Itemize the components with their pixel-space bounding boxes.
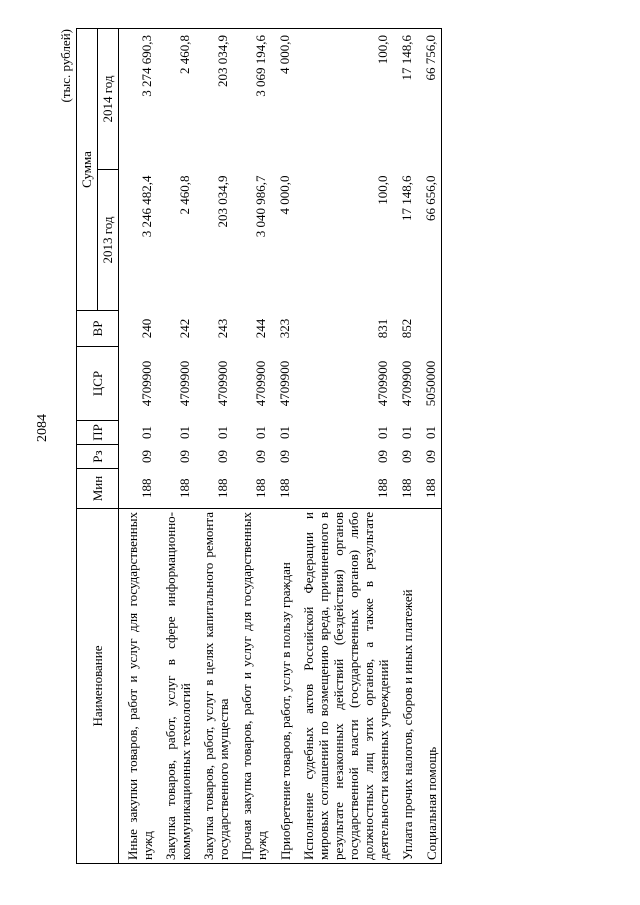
row-2013: 100,0 — [375, 175, 390, 205]
row-csr: 4709900 — [139, 360, 154, 407]
row-rz: 09 — [177, 450, 192, 463]
row-vr: 323 — [277, 318, 292, 339]
row-name: Приобретение товаров, работ, услуг в пользу граждан — [271, 509, 295, 864]
unit-note: (тыс. рублей) — [58, 29, 73, 103]
row-csr: 4709900 — [375, 360, 390, 407]
row-csr: 5050000 — [417, 347, 442, 421]
table-row — [119, 29, 158, 864]
row-min: 188 — [215, 478, 230, 498]
row-csr: 4709900 — [215, 360, 230, 407]
budget-table — [76, 28, 442, 864]
row-vr: 852 — [399, 318, 414, 339]
table-row — [271, 29, 295, 864]
row-2013: 4 000,0 — [277, 175, 292, 215]
header-name: Наименование — [77, 509, 119, 864]
row-min: 188 — [375, 478, 390, 498]
row-rz: 09 — [375, 450, 390, 463]
row-rz: 09 — [399, 450, 414, 463]
table-row — [233, 29, 271, 864]
table-row — [295, 29, 393, 864]
row-min: 188 — [139, 478, 154, 498]
row-2014: 66 756,0 — [417, 29, 442, 170]
row-pr: 01 — [399, 426, 414, 439]
row-vr — [417, 311, 442, 347]
row-2013: 66 656,0 — [417, 170, 442, 311]
row-csr: 4709900 — [399, 360, 414, 407]
row-rz: 09 — [277, 450, 292, 463]
row-min: 188 — [277, 478, 292, 498]
row-pr: 01 — [253, 426, 268, 439]
row-pr: 01 — [375, 426, 390, 439]
row-name: Уплата прочих налогов, сборов и иных платежей — [393, 509, 417, 864]
row-vr: 244 — [253, 318, 268, 339]
row-csr: 4709900 — [277, 360, 292, 407]
row-pr: 01 — [277, 426, 292, 439]
row-2014: 4 000,0 — [271, 29, 295, 170]
header-2014: 2014 год — [98, 29, 119, 170]
table-row — [157, 29, 195, 864]
row-2014: 2 460,8 — [157, 29, 195, 170]
row-rz: 09 — [215, 450, 230, 463]
page-number: 2084 — [35, 414, 50, 442]
header-rz: Рз — [77, 445, 119, 469]
header-pr: ПР — [77, 421, 119, 445]
row-name: Исполнение судебных актов Российской Федерации и мировых соглашений по возмещению вреда, причиненного в результате незаконных действий (бездействия) органов государственной власти (государственных органов) либо должностных лиц этих органов, а также в результате деятельности казенных учреждений — [295, 509, 393, 864]
row-2014: 203 034,9 — [195, 29, 233, 170]
row-rz: 09 — [253, 450, 268, 463]
row-min: 188 — [253, 478, 268, 498]
row-name: Закупка товаров, работ, услуг в целях капитального ремонта государственного имущества — [195, 509, 233, 864]
budget-table-sheet — [58, 29, 568, 864]
row-2013: 2 460,8 — [177, 175, 192, 215]
row-name: Закупка товаров, работ, услуг в сфере информационно-коммуникационных технологий — [157, 509, 195, 864]
row-min: 188 — [417, 469, 442, 509]
row-csr: 4709900 — [253, 360, 268, 407]
row-min: 188 — [177, 478, 192, 498]
row-vr: 243 — [215, 318, 230, 339]
header-2013: 2013 год — [98, 170, 119, 311]
row-vr: 240 — [139, 318, 154, 339]
row-vr: 242 — [177, 318, 192, 339]
row-2014: 100,0 — [295, 29, 393, 170]
header-sum: Сумма — [77, 29, 98, 311]
table-row — [195, 29, 233, 864]
row-2014: 17 148,6 — [393, 29, 417, 170]
row-csr: 4709900 — [177, 360, 192, 407]
header-min: Мин — [77, 469, 119, 509]
header-vr: ВР — [77, 311, 119, 347]
row-pr: 01 — [177, 426, 192, 439]
row-name: Прочая закупка товаров, работ и услуг для государственных нужд — [233, 509, 271, 864]
row-2013: 3 246 482,4 — [139, 175, 154, 238]
row-2013: 17 148,6 — [399, 175, 414, 221]
row-name: Иные закупки товаров, работ и услуг для государственных нужд — [119, 509, 158, 864]
row-rz: 09 — [417, 445, 442, 469]
header-csr: ЦСР — [77, 347, 119, 421]
row-2013: 3 040 986,7 — [253, 175, 268, 238]
row-vr: 831 — [375, 318, 390, 339]
row-pr: 01 — [215, 426, 230, 439]
row-pr: 01 — [417, 421, 442, 445]
row-min: 188 — [399, 478, 414, 498]
row-2014: 3 069 194,6 — [233, 29, 271, 170]
row-2014: 3 274 690,3 — [119, 29, 158, 170]
row-name: Социальная помощь — [417, 509, 442, 864]
row-rz: 09 — [139, 450, 154, 463]
table-row — [393, 29, 417, 864]
row-pr: 01 — [139, 426, 154, 439]
row-2013: 203 034,9 — [215, 175, 230, 228]
table-row — [417, 29, 442, 864]
